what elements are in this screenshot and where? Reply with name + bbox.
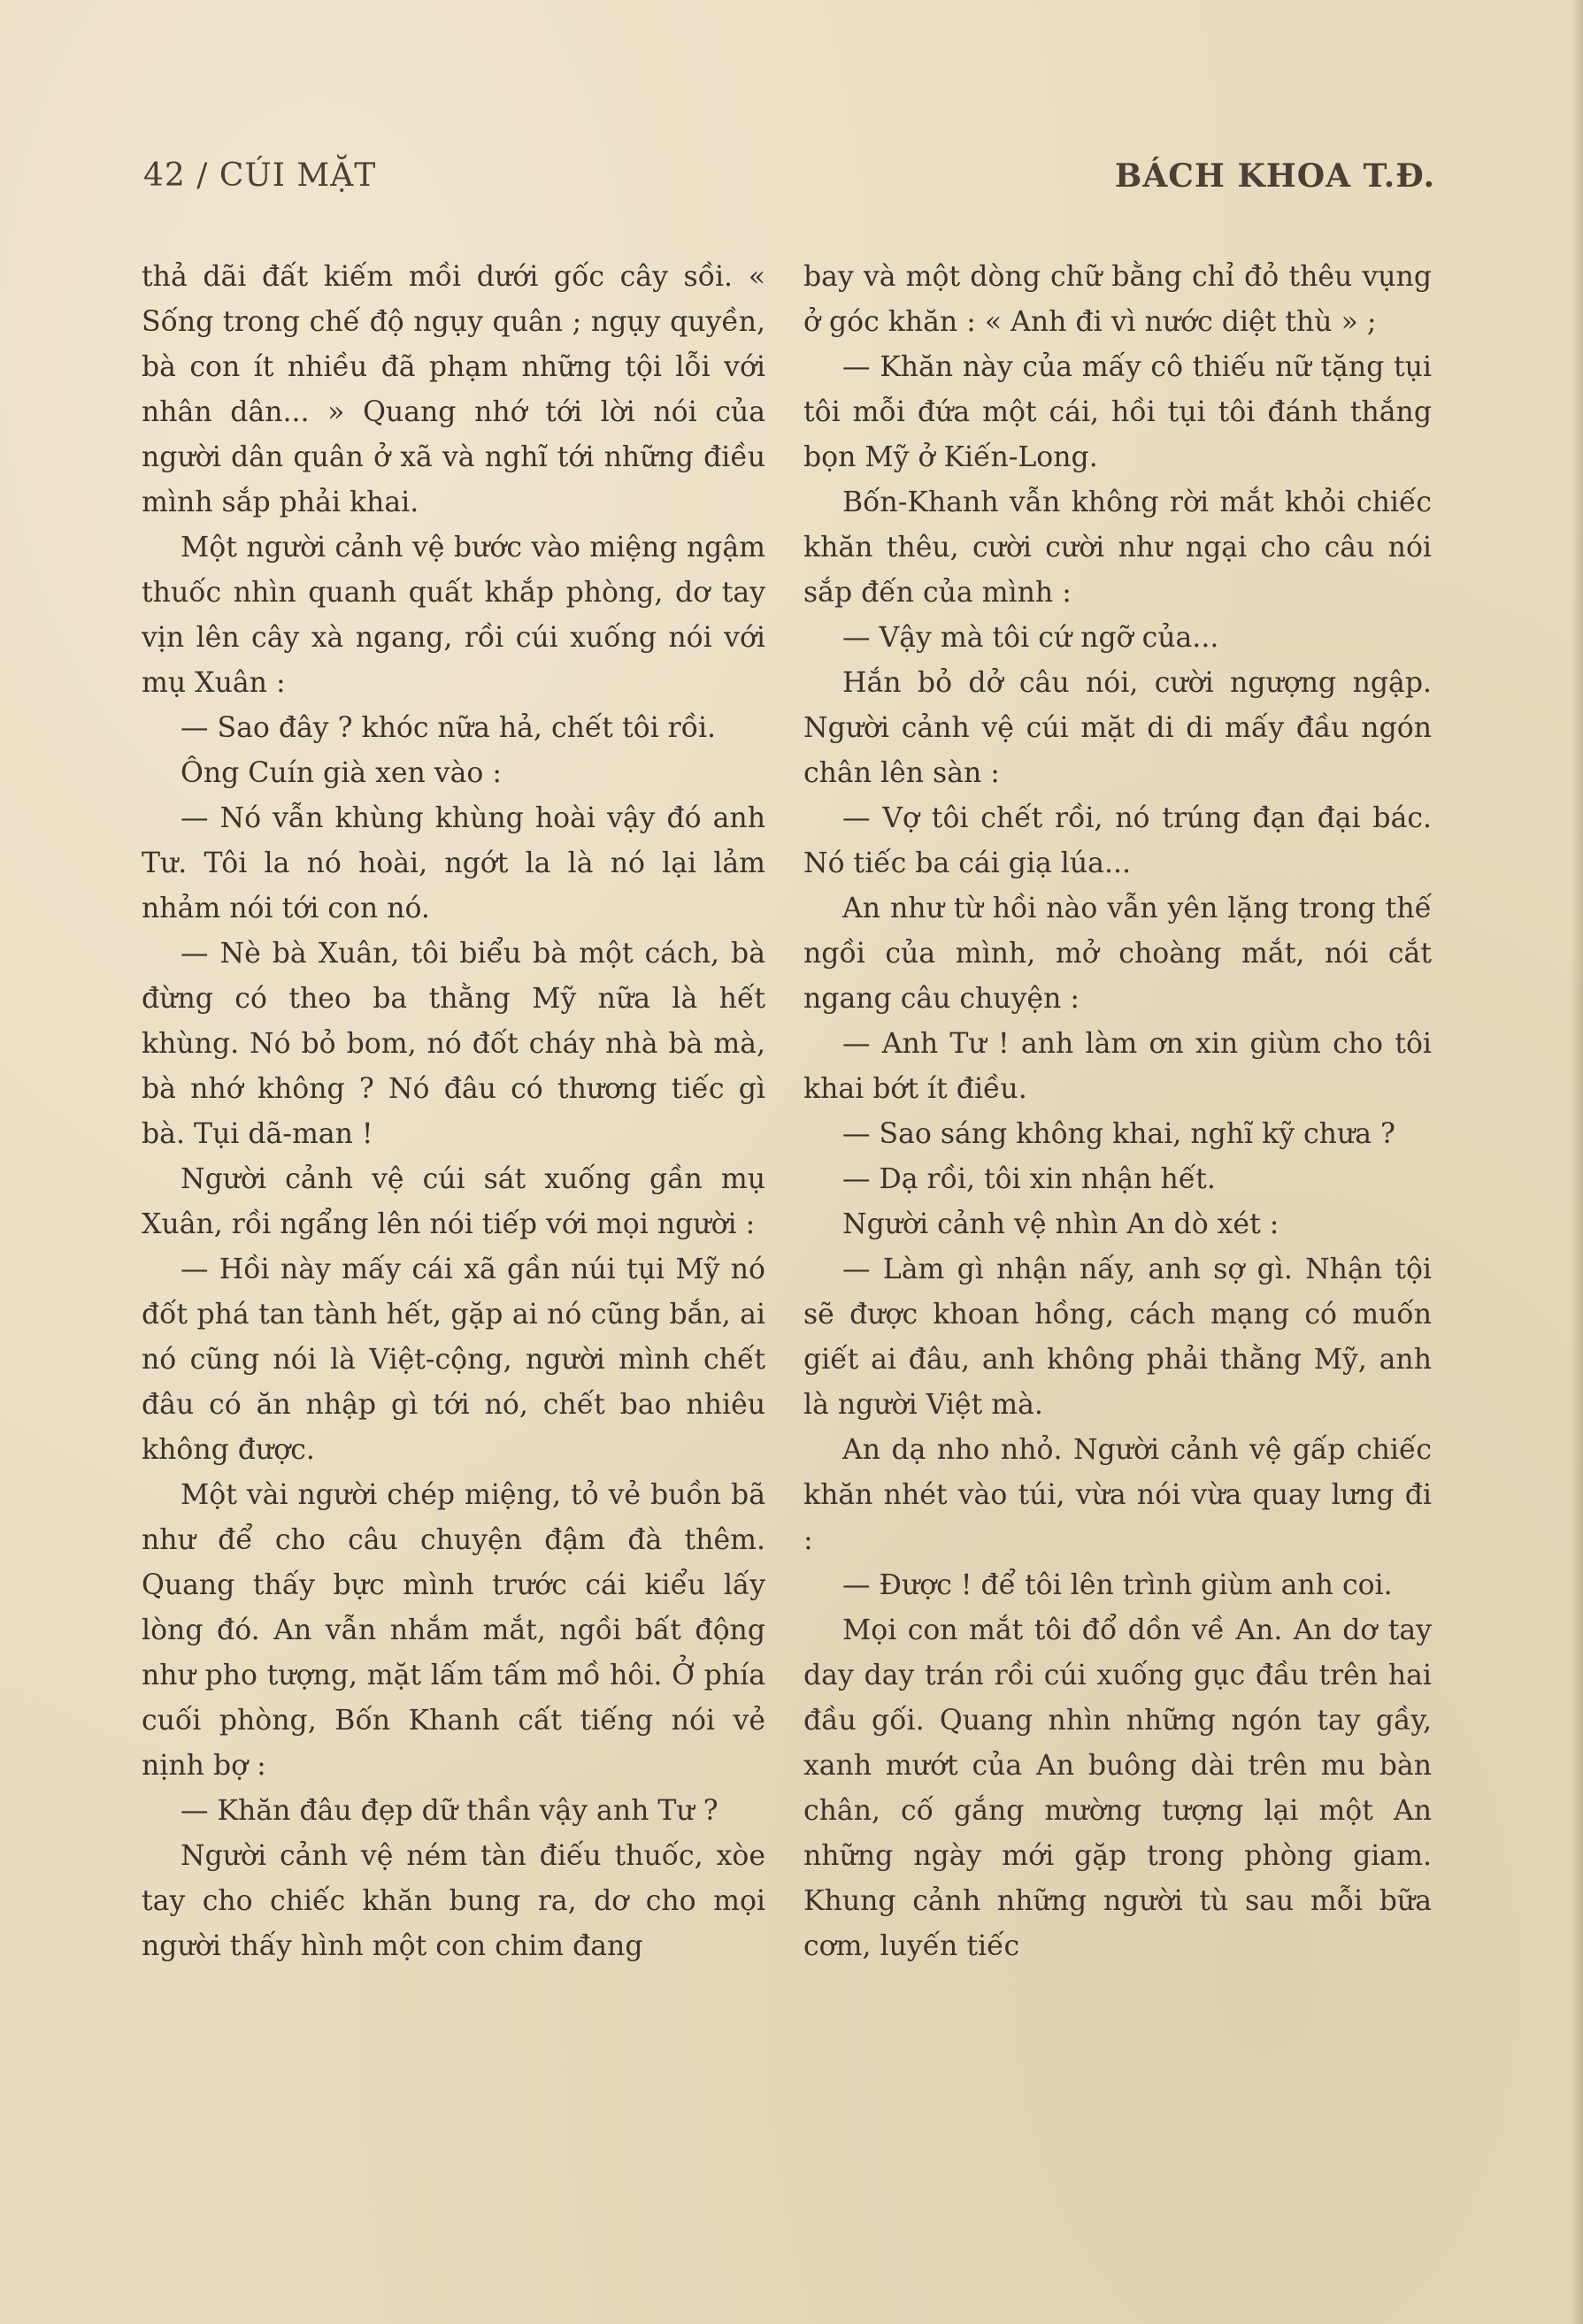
- left-column: [142, 255, 765, 1969]
- paragraph: Bốn-Khanh vẫn không rời mắt khỏi chiếc khăn thêu, cười cười như ngại cho câu nói sắp đến của mình :: [803, 487, 1432, 609]
- right-column: [803, 255, 1432, 1969]
- paragraph: — Sao sáng không khai, nghĩ kỹ chưa ?: [842, 1118, 1395, 1150]
- paragraph: Người cảnh vệ ném tàn điếu thuốc, xòe tay cho chiếc khăn bung ra, dơ cho mọi người thấy hình một con chim đang: [142, 1840, 765, 1962]
- running-header: [143, 157, 1435, 202]
- paragraph: — Vậy mà tôi cứ ngỡ của...: [842, 622, 1219, 654]
- page-edge-shadow: [1571, 0, 1583, 2324]
- paragraph: — Khăn này của mấy cô thiếu nữ tặng tụi tôi mỗi đứa một cái, hồi tụi tôi đánh thắng bọn Mỹ ở Kiến-Long.: [803, 351, 1432, 473]
- paragraph: thả dãi đất kiếm mồi dưới gốc cây sồi. « Sống trong chế độ ngụy quân ; ngụy quyền, bà con ít nhiều đã phạm những tội lỗi với nhân dân... » Quang nhớ tới lời nói của người dân quân ở xã và nghĩ tới những điều mình sắp phải khai.: [142, 261, 765, 518]
- paragraph: — Hồi này mấy cái xã gần núi tụi Mỹ nó đốt phá tan tành hết, gặp ai nó cũng bắn, ai nó cũng nói là Việt-cộng, người mình chết đâu có ăn nhập gì tới nó, chết bao nhiêu không được.: [142, 1254, 765, 1466]
- paragraph: An như từ hồi nào vẫn yên lặng trong thế ngồi của mình, mở choàng mắt, nói cắt ngang câu chuyện :: [803, 893, 1432, 1015]
- header-publication: BÁCH KHOA T.Đ.: [1114, 157, 1435, 195]
- paragraph: — Vợ tôi chết rồi, nó trúng đạn đại bác. Nó tiếc ba cái giạ lúa...: [803, 802, 1432, 879]
- paragraph: — Nó vẫn khùng khùng hoài vậy đó anh Tư. Tôi la nó hoài, ngớt la là nó lại lảm nhảm nói tới con nó.: [142, 802, 765, 924]
- paragraph: Một vài người chép miệng, tỏ vẻ buồn bã như để cho câu chuyện đậm đà thêm. Quang thấy bực mình trước cái kiểu lấy lòng đó. An vẫn nhắm mắt, ngồi bất động như pho tượng, mặt lấm tấm mồ hôi. Ở phía cuối phòng, Bốn Khanh cất tiếng nói vẻ nịnh bợ :: [142, 1479, 765, 1782]
- paragraph: Người cảnh vệ nhìn An dò xét :: [842, 1208, 1279, 1240]
- paragraph: — Sao đây ? khóc nữa hả, chết tôi rồi.: [181, 712, 717, 744]
- paragraph: bay và một dòng chữ bằng chỉ đỏ thêu vụng ở góc khăn : « Anh đi vì nước diệt thù » ;: [803, 261, 1432, 338]
- paragraph: Người cảnh vệ cúi sát xuống gần mụ Xuân, rồi ngẩng lên nói tiếp với mọi người :: [142, 1163, 765, 1240]
- paragraph: — Được ! để tôi lên trình giùm anh coi.: [842, 1569, 1393, 1601]
- paragraph: — Làm gì nhận nấy, anh sợ gì. Nhận tội sẽ được khoan hồng, cách mạng có muốn giết ai đâu, anh không phải thằng Mỹ, anh là người Việt mà.: [803, 1254, 1432, 1421]
- header-page-title: 42 / CÚI MẶT: [143, 157, 377, 194]
- paragraph: Một người cảnh vệ bước vào miệng ngậm thuốc nhìn quanh quất khắp phòng, dơ tay vịn lên cây xà ngang, rồi cúi xuống nói với mụ Xuân :: [142, 532, 765, 699]
- paragraph: Hắn bỏ dở câu nói, cười ngượng ngập. Người cảnh vệ cúi mặt di di mấy đầu ngón chân lên sàn :: [803, 667, 1432, 789]
- paragraph: — Dạ rồi, tôi xin nhận hết.: [842, 1163, 1216, 1195]
- paragraph: — Khăn đâu đẹp dữ thần vậy anh Tư ?: [181, 1795, 718, 1827]
- paragraph: Mọi con mắt tôi đổ dồn về An. An dơ tay day day trán rồi cúi xuống gục đầu trên hai đầu gối. Quang nhìn những ngón tay gầy, xanh mướt của An buông dài trên mu bàn chân, cố gắng mường tượng lại một An những ngày mới gặp trong phòng giam. Khung cảnh những người tù sau mỗi bữa cơm, luyến tiếc: [803, 1615, 1432, 1962]
- paragraph: — Nè bà Xuân, tôi biểu bà một cách, bà đừng có theo ba thằng Mỹ nữa là hết khùng. Nó bỏ bom, nó đốt cháy nhà bà mà, bà nhớ không ? Nó đâu có thương tiếc gì bà. Tụi dã-man !: [142, 938, 765, 1150]
- paragraph: Ông Cuín già xen vào :: [181, 757, 502, 789]
- paragraph: — Anh Tư ! anh làm ơn xin giùm cho tôi khai bớt ít điều.: [803, 1028, 1432, 1105]
- paragraph: An dạ nho nhỏ. Người cảnh vệ gấp chiếc khăn nhét vào túi, vừa nói vừa quay lưng đi :: [803, 1434, 1432, 1556]
